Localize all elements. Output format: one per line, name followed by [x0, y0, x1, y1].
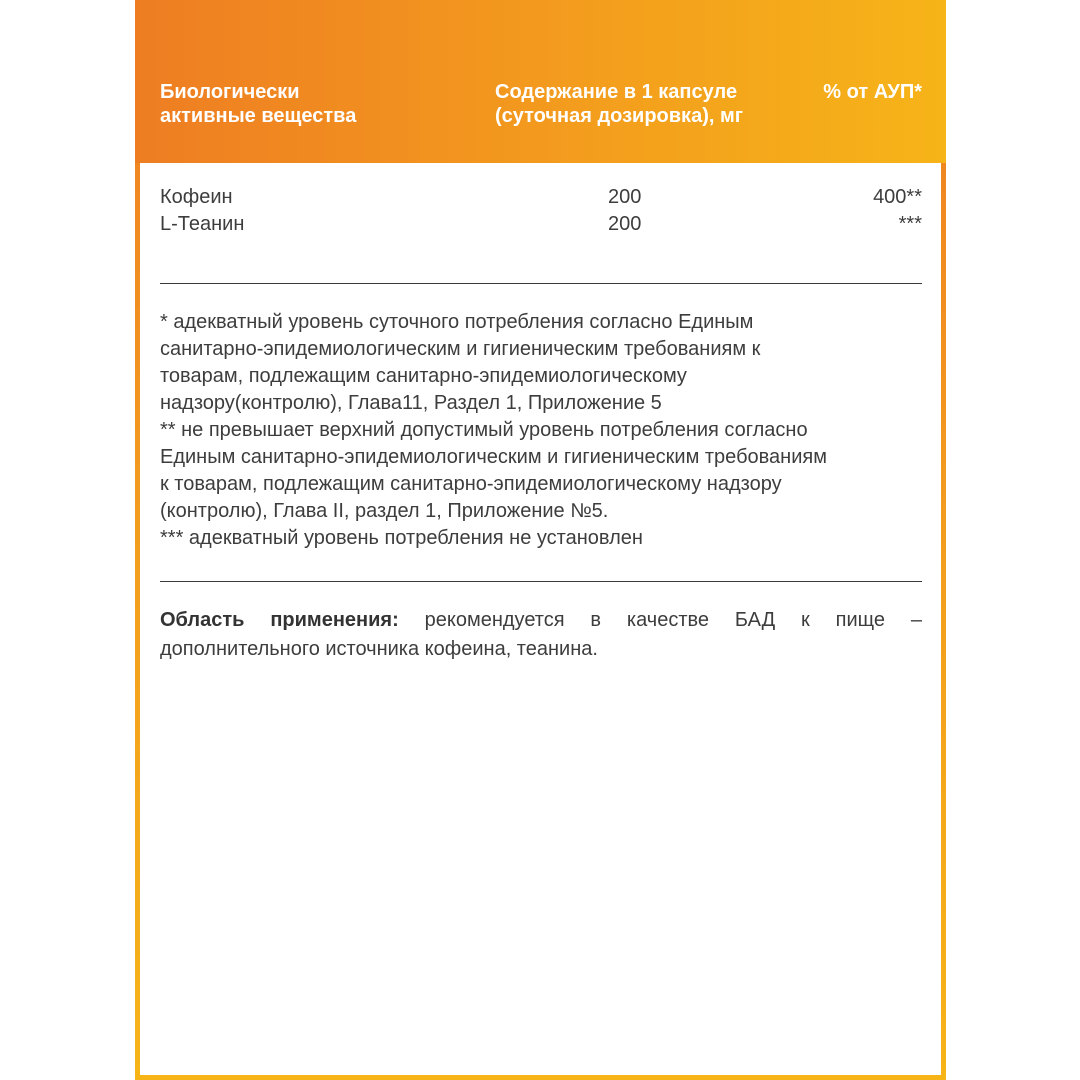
header-percent: % от АУП* [823, 81, 922, 103]
footnote-line: надзору(контролю), Глава11, Раздел 1, Приложение 5 [160, 392, 662, 414]
header-substances [160, 80, 420, 128]
footnote-line: товарам, подлежащим санитарно-эпидемиологическому [160, 365, 687, 387]
usage-section [160, 606, 922, 664]
usage-label: Область применения: [160, 609, 399, 631]
header-content [495, 80, 795, 128]
header-substances-line1: Биологически [160, 81, 300, 103]
row-amount: 200 [608, 186, 642, 208]
header-substances-line2: активные вещества [160, 105, 357, 127]
header-content-line1: Содержание в 1 капсуле [495, 81, 738, 103]
row-percent: 400** [873, 186, 922, 208]
footnote-line: к товарам, подлежащим санитарно-эпидемиологическому надзору [160, 473, 782, 495]
row-percent: *** [898, 213, 922, 235]
footnotes [160, 309, 930, 552]
nutrient-table [160, 184, 922, 238]
usage-text: рекомендуется в качестве БАД к пище – дополнительного источника кофеина, теанина. [160, 609, 922, 660]
row-name: L-Теанин [160, 213, 245, 235]
footnote-line: * адекватный уровень суточного потребления согласно Единым [160, 311, 754, 333]
footnote-line: Единым санитарно-эпидемиологическим и гигиеническим требованиям [160, 446, 827, 468]
footnote-line: *** адекватный уровень потребления не установлен [160, 527, 643, 549]
footnote-line: (контролю), Глава II, раздел 1, Приложение №5. [160, 500, 609, 522]
table-row [160, 184, 922, 211]
table-header [135, 0, 946, 163]
footnote-line: санитарно-эпидемиологическим и гигиеническим требованиям к [160, 338, 761, 360]
row-name: Кофеин [160, 186, 233, 208]
header-content-line2: (суточная дозировка), мг [495, 105, 744, 127]
divider [160, 283, 922, 284]
row-amount: 200 [608, 213, 642, 235]
footnote-line: ** не превышает верхний допустимый уровень потребления согласно [160, 419, 808, 441]
divider [160, 581, 922, 582]
table-row [160, 211, 922, 238]
